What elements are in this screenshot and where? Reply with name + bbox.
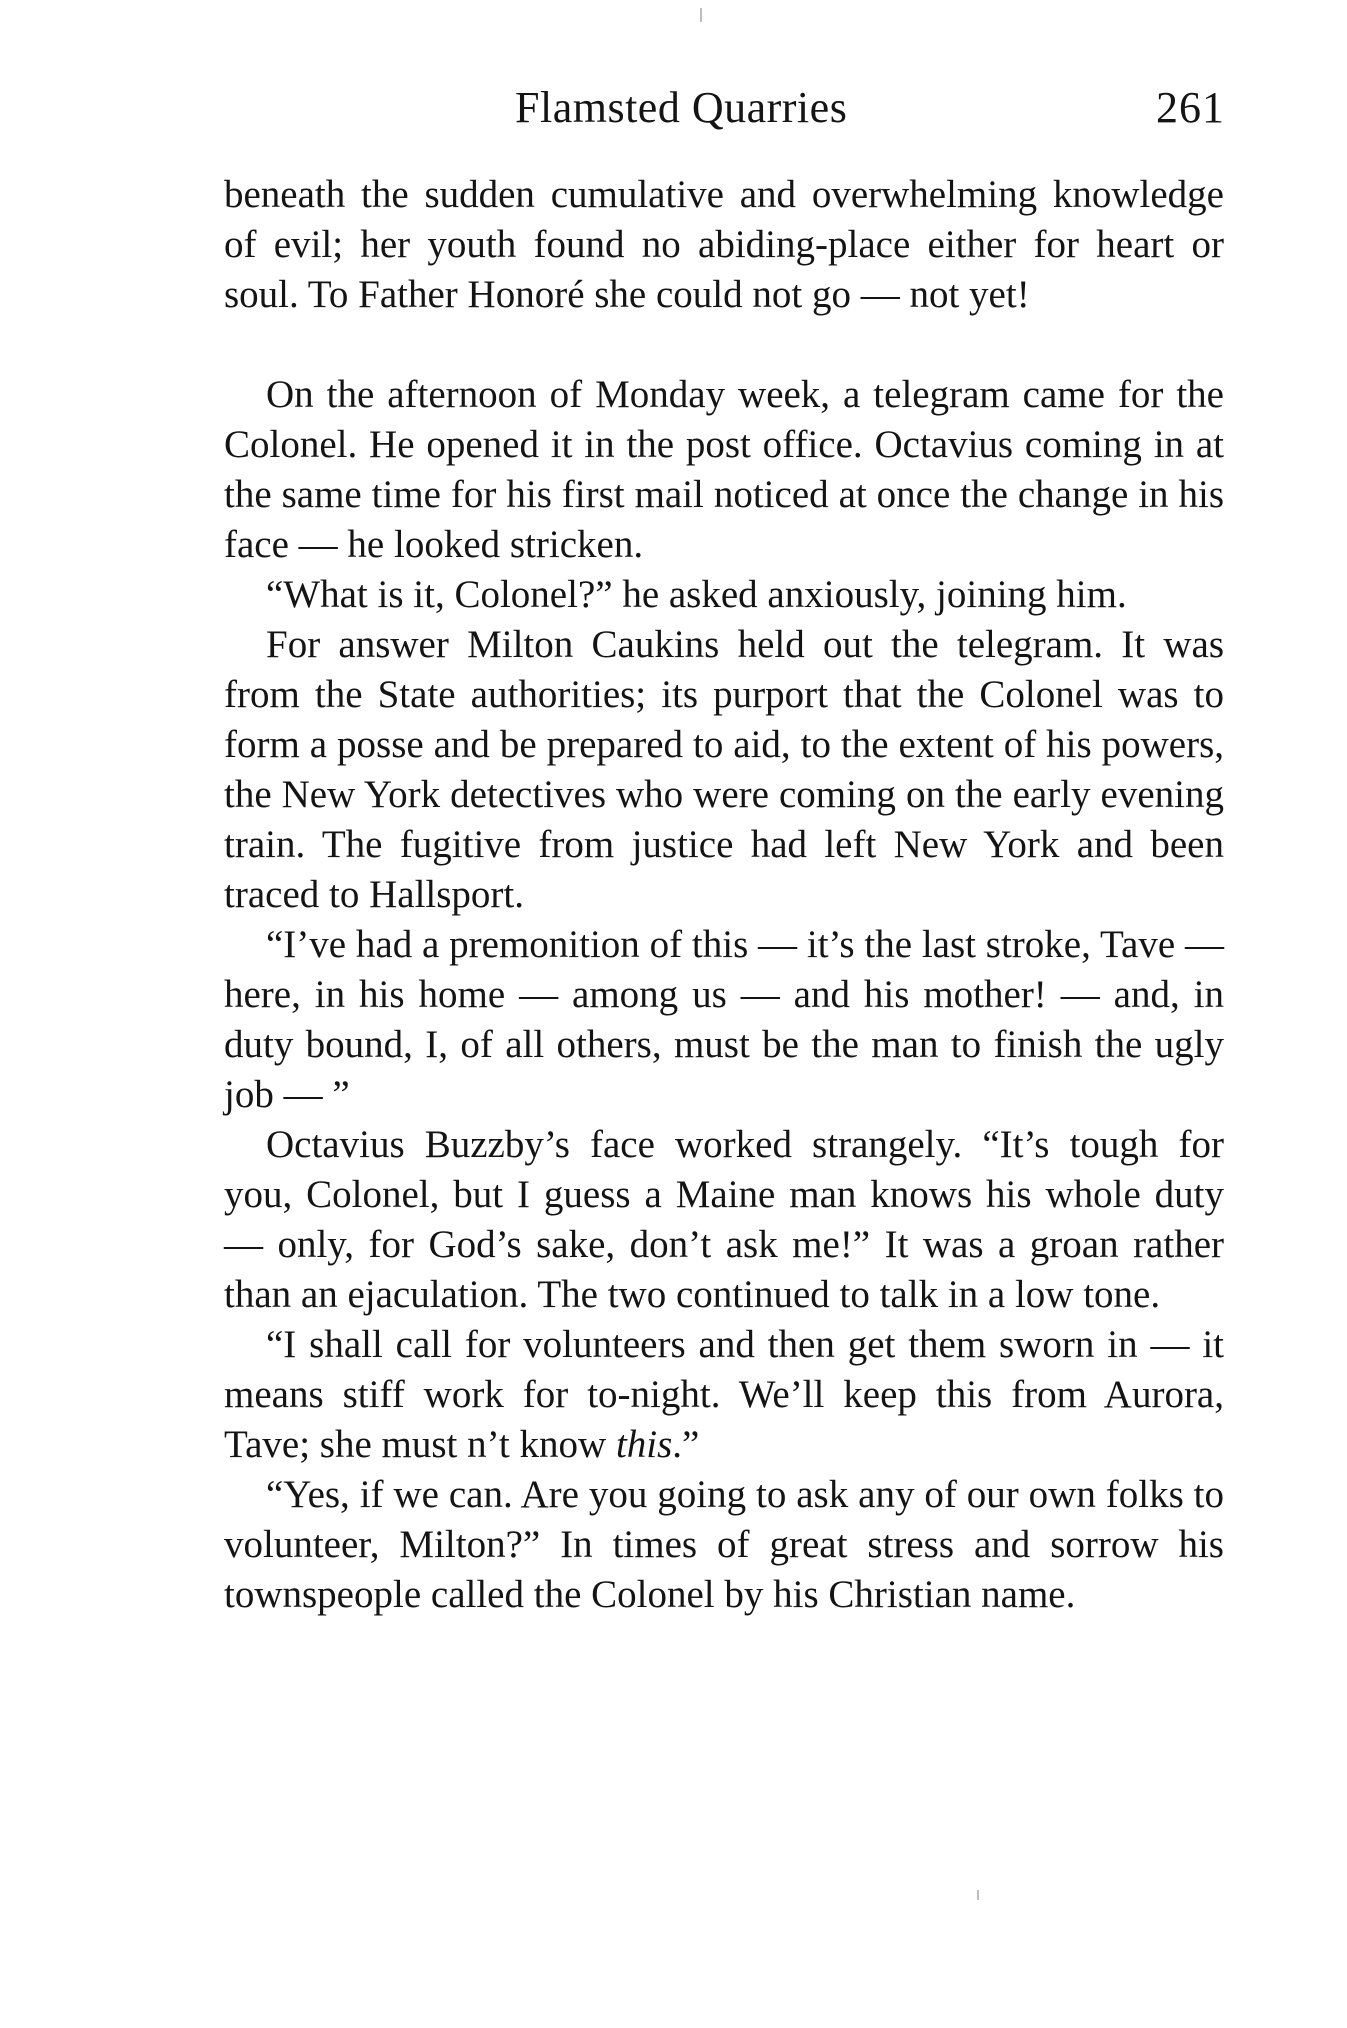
paragraph-octavius: Octavius Buzzby’s face worked strangely. “It’s tough for you, Colonel, but I guess a Maine man knows his whole duty — only, for God’s sake, don’t ask me!” It was a groan rather than an ejaculation. The two continued to talk in a low tone. bbox=[224, 1123, 1224, 1316]
running-title: Flamsted Quarries bbox=[515, 83, 848, 132]
scan-mark-top bbox=[700, 8, 702, 22]
section-break bbox=[224, 320, 1224, 370]
scan-mark-bottom bbox=[977, 1890, 979, 1900]
paragraph-volunteers bbox=[224, 1320, 1224, 1470]
body-text bbox=[224, 170, 1224, 1620]
paragraph-volunteers-end: .” bbox=[672, 1423, 700, 1466]
page-number: 261 bbox=[1156, 83, 1225, 132]
page-header bbox=[225, 82, 1225, 142]
paragraph-answer: For answer Milton Caukins held out the telegram. It was from the State authorities; its purport that the Colonel was to form a posse and be prepared to aid, to the extent of his powers, the New York detectives who were coming on the early evening train. The fugitive from justice had left New York and been traced to Hallsport. bbox=[224, 623, 1224, 916]
paragraph-question: “What is it, Colonel?” he asked anxiously, joining him. bbox=[266, 573, 1127, 616]
paragraph-reply: “Yes, if we can. Are you going to ask any of our own folks to volunteer, Milton?” In times of great stress and sorrow his townspeople called the Colonel by his Christian name. bbox=[224, 1473, 1224, 1616]
paragraph-continuation: beneath the sudden cumulative and overwhelming knowledge of evil; her youth found no abiding-place either for heart or soul. To Father Honoré she could not go — not yet! bbox=[224, 173, 1224, 316]
paragraph-telegram: On the afternoon of Monday week, a telegram came for the Colonel. He opened it in the post office. Octavius coming in at the same time for his first mail noticed at once the change in his face — he looked stricken. bbox=[224, 373, 1224, 566]
emphasis-this: this bbox=[615, 1423, 673, 1466]
paragraph-volunteers-start: “I shall call for volunteers and then get them sworn in — it means stiff work for to-night. We’ll keep this from Aurora, Tave; she must n’t know bbox=[224, 1323, 1224, 1466]
paragraph-premonition: “I’ve had a premonition of this — it’s the last stroke, Tave — here, in his home — among us — and his mother! — and, in duty bound, I, of all others, must be the man to finish the ugly job — ” bbox=[224, 923, 1224, 1116]
